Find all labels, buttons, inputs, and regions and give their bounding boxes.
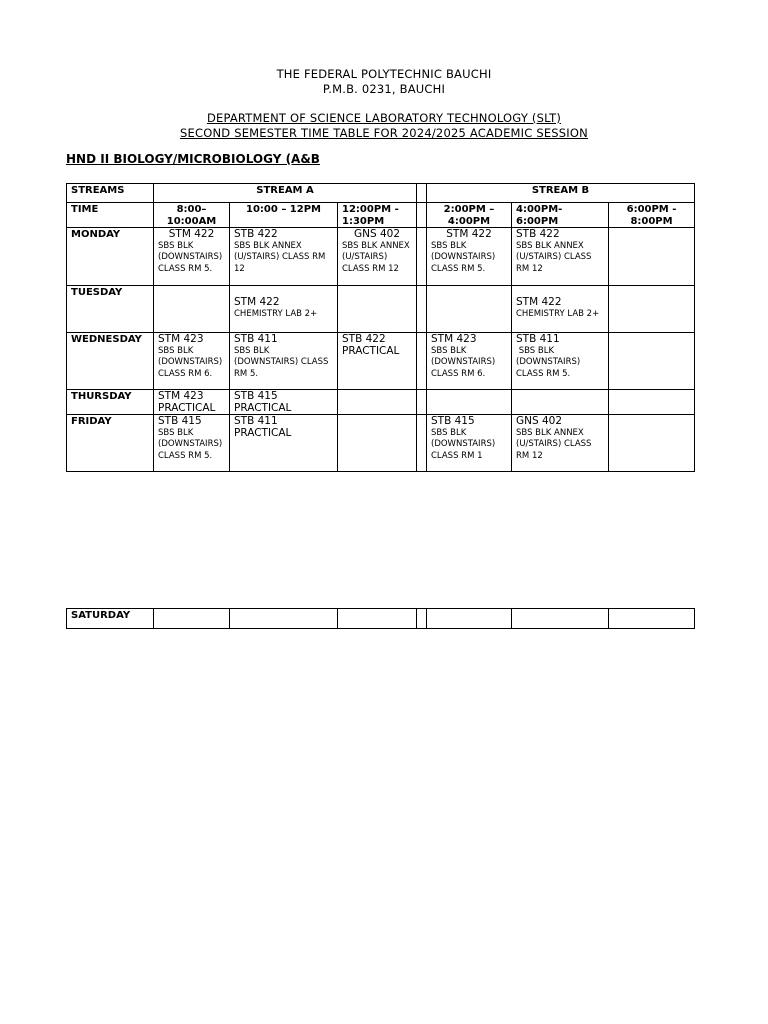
spacer-cell (417, 203, 427, 228)
course-code: STB 422 (342, 333, 386, 345)
session-type: PRACTICAL (158, 401, 216, 414)
session-type: PRACTICAL (234, 426, 292, 439)
course-code: STB 411 (234, 415, 278, 427)
tuesday-b3-cell (609, 286, 695, 333)
tuesday-b2-cell (512, 286, 609, 333)
monday-b2-cell (512, 228, 609, 286)
venue: SBS BLK ANNEX (U/STAIRS) CLASS RM 12 (516, 427, 592, 461)
friday-a2-cell (230, 415, 338, 472)
thursday-row (67, 390, 695, 415)
day-saturday: SATURDAY (67, 609, 154, 629)
monday-a1-cell (154, 228, 230, 286)
saturday-table (66, 608, 695, 629)
day-wednesday: WEDNESDAY (67, 333, 154, 390)
monday-a2-cell (230, 228, 338, 286)
venue: SBS BLK ANNEX (U/STAIRS) CLASS RM 12 (234, 240, 326, 274)
time-slot-a1: 8:00– 10:00AM (154, 203, 230, 228)
venue: CHEMISTRY LAB 2+ (516, 308, 600, 319)
timetable (66, 183, 695, 472)
monday-b1-cell (427, 228, 512, 286)
friday-a3-cell (338, 415, 417, 472)
session-type: PRACTICAL (342, 344, 400, 357)
programme-subtitle: HND II BIOLOGY/MICROBIOLOGY (A&B (66, 152, 320, 166)
course-code: STM 423 (158, 390, 204, 402)
day-monday: MONDAY (67, 228, 154, 286)
time-slot-a3: 12:00PM - 1:30PM (338, 203, 417, 228)
spacer-cell (417, 390, 427, 415)
stream-b-header: STREAM B (427, 184, 695, 203)
time-slot-b1: 2:00PM – 4:00PM (427, 203, 512, 228)
saturday-b2-cell (512, 609, 609, 629)
time-row (67, 203, 695, 228)
saturday-b3-cell (609, 609, 695, 629)
tuesday-a2-cell (230, 286, 338, 333)
saturday-a3-cell (338, 609, 417, 629)
monday-a3-cell (338, 228, 417, 286)
wednesday-row (67, 333, 695, 390)
monday-row (67, 228, 695, 286)
thursday-b2-cell (512, 390, 609, 415)
course-code: STB 415 (234, 390, 278, 402)
spacer-cell (417, 286, 427, 333)
thursday-b1-cell (427, 390, 512, 415)
course-code: STB 415 (431, 415, 475, 427)
tuesday-a3-cell (338, 286, 417, 333)
course-code: STB 411 (234, 333, 278, 345)
thursday-b3-cell (609, 390, 695, 415)
course-code: STM 422 (446, 228, 492, 240)
department-title: DEPARTMENT OF SCIENCE LABORATORY TECHNOLOGY (SLT) (206, 111, 562, 125)
friday-b2-cell (512, 415, 609, 472)
stream-a-header: STREAM A (154, 184, 417, 203)
friday-row (67, 415, 695, 472)
spacer-cell (417, 184, 427, 203)
thursday-a3-cell (338, 390, 417, 415)
venue: SBS BLK (DOWNSTAIRS) CLASS RM 5. (234, 345, 329, 379)
tuesday-b1-cell (427, 286, 512, 333)
course-code: STM 422 (234, 296, 280, 308)
venue: SBS BLK (DOWNSTAIRS) CLASS RM 5. (158, 427, 223, 461)
session-type: PRACTICAL (234, 401, 292, 414)
wednesday-a3-cell (338, 333, 417, 390)
thursday-a2-cell (230, 390, 338, 415)
course-code: GNS 402 (516, 415, 563, 427)
streams-label: STREAMS (67, 184, 154, 203)
wednesday-a1-cell (154, 333, 230, 390)
institution-address: P.M.B. 0231, BAUCHI (322, 82, 446, 96)
course-code: STB 411 (516, 333, 560, 345)
timetable-title: SECOND SEMESTER TIME TABLE FOR 2024/2025 ACADEMIC SESSION (180, 126, 588, 140)
monday-b3-cell (609, 228, 695, 286)
day-friday: FRIDAY (67, 415, 154, 472)
course-code: STM 422 (516, 296, 562, 308)
time-label: TIME (67, 203, 154, 228)
day-thursday: THURSDAY (67, 390, 154, 415)
wednesday-a2-cell (230, 333, 338, 390)
institution-name: THE FEDERAL POLYTECHNIC BAUCHI (276, 67, 492, 81)
tuesday-row (67, 286, 695, 333)
streams-row (67, 184, 695, 203)
venue: SBS BLK (DOWNSTAIRS) CLASS RM 5. (158, 240, 223, 274)
spacer-cell (417, 333, 427, 390)
course-code: STB 422 (234, 228, 278, 240)
wednesday-b3-cell (609, 333, 695, 390)
spacer-cell (417, 415, 427, 472)
time-slot-a2: 10:00 – 12PM (230, 203, 338, 228)
spacer-cell (417, 609, 427, 629)
venue: SBS BLK ANNEX (U/STAIRS) CLASS RM 12 (516, 240, 592, 274)
venue: SBS BLK (DOWNSTAIRS) CLASS RM 1 (431, 427, 496, 461)
course-code: STM 423 (431, 333, 477, 345)
friday-a1-cell (154, 415, 230, 472)
venue: SBS BLK ANNEX (U/STAIRS) CLASS RM 12 (342, 240, 410, 274)
course-code: STM 423 (158, 333, 204, 345)
friday-b1-cell (427, 415, 512, 472)
course-code: STM 422 (168, 228, 215, 240)
saturday-a1-cell (154, 609, 230, 629)
saturday-a2-cell (230, 609, 338, 629)
wednesday-b1-cell (427, 333, 512, 390)
course-code: STB 422 (516, 228, 560, 240)
course-code: STB 415 (158, 415, 202, 427)
spacer-cell (417, 228, 427, 286)
saturday-row (67, 609, 695, 629)
venue: SBS BLK (DOWNSTAIRS) CLASS RM 6. (158, 345, 223, 379)
venue: CHEMISTRY LAB 2+ (234, 308, 318, 319)
saturday-b1-cell (427, 609, 512, 629)
day-tuesday: TUESDAY (67, 286, 154, 333)
venue: SBS BLK (DOWNSTAIRS) CLASS RM 6. (431, 345, 496, 379)
time-slot-b3: 6:00PM - 8:00PM (609, 203, 695, 228)
course-code: GNS 402 (353, 228, 401, 240)
wednesday-b2-cell (512, 333, 609, 390)
venue: SBS BLK (DOWNSTAIRS) CLASS RM 5. (431, 240, 496, 274)
tuesday-a1-cell (154, 286, 230, 333)
thursday-a1-cell (154, 390, 230, 415)
time-slot-b2: 4:00PM- 6:00PM (512, 203, 609, 228)
venue: SBS BLK (DOWNSTAIRS) CLASS RM 5. (516, 345, 583, 379)
friday-b3-cell (609, 415, 695, 472)
